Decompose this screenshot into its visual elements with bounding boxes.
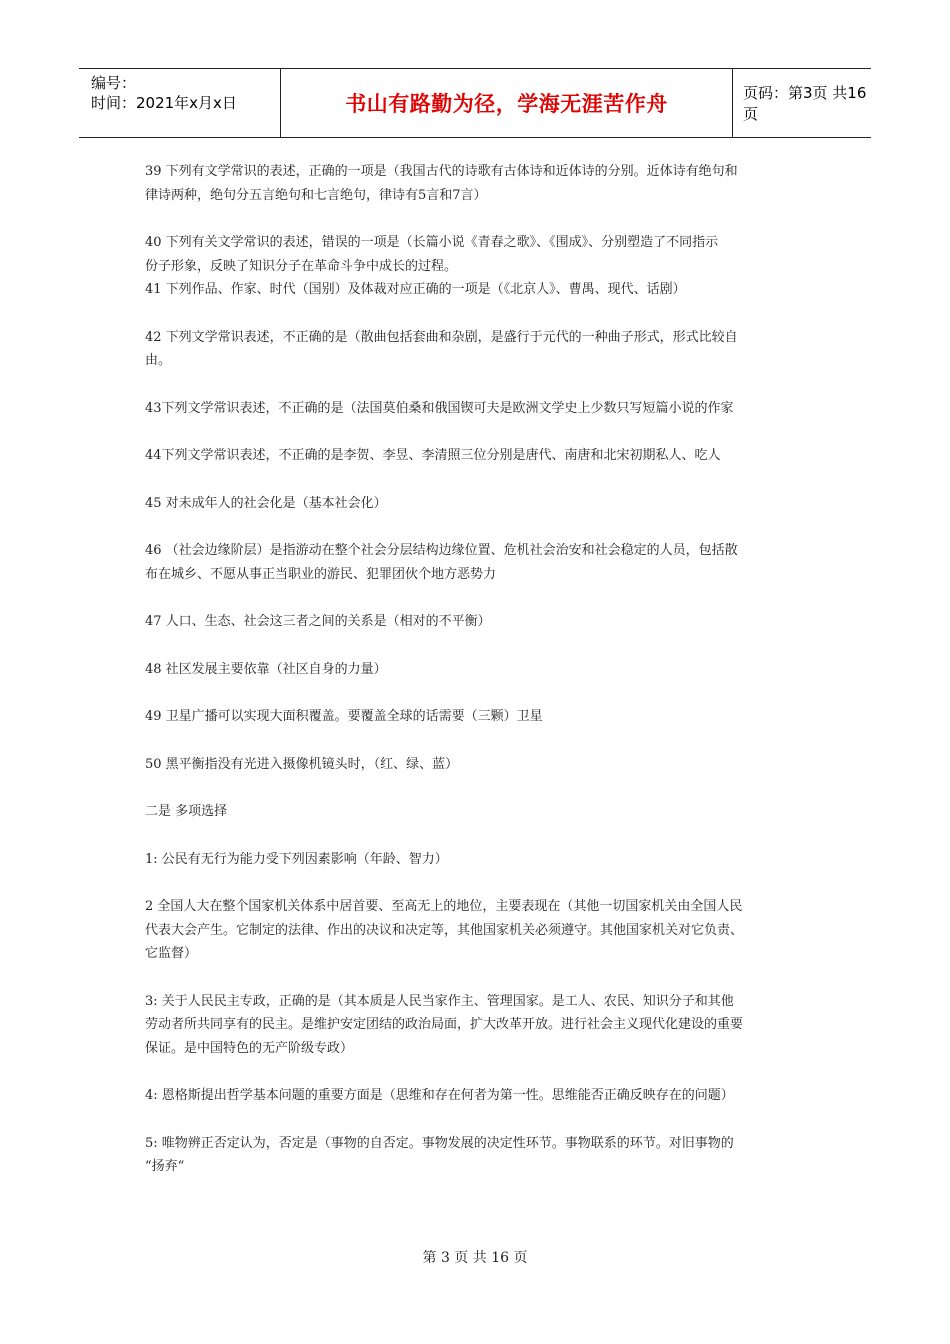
- paragraph-line: 39 下列有文学常识的表述，正确的一项是（我国古代的诗歌有古体诗和近体诗的分别。近体诗有绝句和: [145, 164, 738, 179]
- paragraph: [145, 231, 825, 302]
- paragraph-line: 律诗两种，绝句分五言绝句和七言绝句，律诗有5言和7言）: [145, 187, 487, 203]
- paragraph: [145, 800, 825, 824]
- paragraph-line: 3: 关于人民民主专政，正确的是（其本质是人民当家作主、管理国家。是工人、农民、知识分子和其他: [145, 993, 734, 1009]
- paragraph-line: 40 下列有关文学常识的表述，错误的一项是（长篇小说《青春之歌》、《围成》、分别塑造了不同指示: [145, 235, 719, 250]
- paragraph-line: 45 对未成年人的社会化是（基本社会化）: [145, 495, 387, 511]
- paragraph: [145, 326, 825, 373]
- page-footer: 第 3 页 共 16 页: [422, 1250, 528, 1266]
- paragraph-line: 50 黑平衡指没有光进入摄像机镜头时，（红、绿、蓝）: [145, 756, 459, 772]
- paragraph: [145, 1084, 825, 1108]
- paragraph: [145, 444, 825, 468]
- paragraph-line: 49 卫星广播可以实现大面积覆盖。要覆盖全球的话需要（三颗）卫星: [145, 709, 543, 724]
- paragraph-line: 保证。是中国特色的无产阶级专政）: [145, 1040, 354, 1056]
- document-number-label: 编号：: [91, 74, 137, 92]
- paragraph-line: 43下列文学常识表述，不正确的是（法国莫伯桑和俄国锲可夫是欧洲文学史上少数只写短篇小说的作家: [145, 400, 734, 416]
- paragraph-line: “扬弃“: [145, 1159, 185, 1174]
- header-motto: 书山有路勤为径，学海无涯苦作舟: [345, 92, 668, 116]
- paragraph: [145, 539, 825, 586]
- document-date: 时间：2021年x月x日: [91, 94, 237, 112]
- paragraph: [145, 160, 825, 207]
- paragraph: [145, 1132, 825, 1179]
- paragraph-line: 5: 唯物辨正否定认为，否定是（事物的自否定。事物发展的决定性环节。事物联系的环节。对旧事物的: [145, 1135, 734, 1151]
- paragraph-line: 42 下列文学常识表述，不正确的是（散曲包括套曲和杂剧，是盛行于元代的一种曲子形式，形式比较自: [145, 329, 738, 345]
- paragraph-line: 劳动者所共同享有的民主。是维护安定团结的政治局面，扩大改革开放。进行社会主义现代化建设的重要: [145, 1017, 744, 1032]
- paragraph: [145, 492, 825, 516]
- paragraph-line: 布在城乡、不愿从事正当职业的游民、犯罪团伙个地方恶势力: [145, 566, 497, 582]
- paragraph-line: 2 全国人大在整个国家机关体系中居首要、至高无上的地位，主要表现在（其他一切国家机关由全国人民: [145, 899, 743, 914]
- header-motto-cell: [281, 69, 733, 137]
- paragraph: [145, 753, 825, 777]
- paragraph: [145, 848, 825, 872]
- paragraph-line: 4: 恩格斯提出哲学基本问题的重要方面是（思维和存在何者为第一性。思维能否正确反映存在的问题）: [145, 1088, 734, 1103]
- paragraph-line: 份子形象，反映了知识分子在革命斗争中成长的过程。: [145, 258, 458, 274]
- paragraph: [145, 705, 825, 729]
- paragraph-line: 1: 公民有无行为能力受下列因素影响（年龄、智力）: [145, 851, 448, 867]
- paragraph-line: 代表大会产生。它制定的法律、作出的决议和决定等，其他国家机关必须遵守。其他国家机关对它负责、: [145, 922, 744, 938]
- paragraph-line: 由。: [145, 353, 172, 368]
- header-meta: [79, 69, 281, 137]
- paragraph-line: 它监督）: [145, 946, 198, 961]
- paragraph: [145, 990, 825, 1061]
- paragraph: [145, 895, 825, 966]
- paragraph-line: 44下列文学常识表述，不正确的是李贺、李昱、李清照三位分别是唐代、南唐和北宋初期私人、吃人: [145, 448, 721, 463]
- paragraph: [145, 610, 825, 634]
- paragraph: [145, 397, 825, 421]
- document-body: [145, 160, 825, 1179]
- paragraph-line: 41 下列作品、作家、时代（国别）及体裁对应正确的一项是（《北京人》、曹禺、现代、话剧）: [145, 282, 686, 297]
- paragraph: [145, 658, 825, 682]
- paragraph-line: 二是 多项选择: [145, 804, 228, 819]
- paragraph-line: 47 人口、生态、社会这三者之间的关系是（相对的不平衡）: [145, 614, 491, 629]
- paragraph-line: 46 （社会边缘阶层）是指游动在整个社会分层结构边缘位置、危机社会治安和社会稳定的人员，包括散: [145, 543, 738, 558]
- paragraph-line: 48 社区发展主要依靠（社区自身的力量）: [145, 661, 387, 677]
- header-page-info: 页码：第3页 共16页: [743, 84, 867, 123]
- page-header: [79, 68, 871, 138]
